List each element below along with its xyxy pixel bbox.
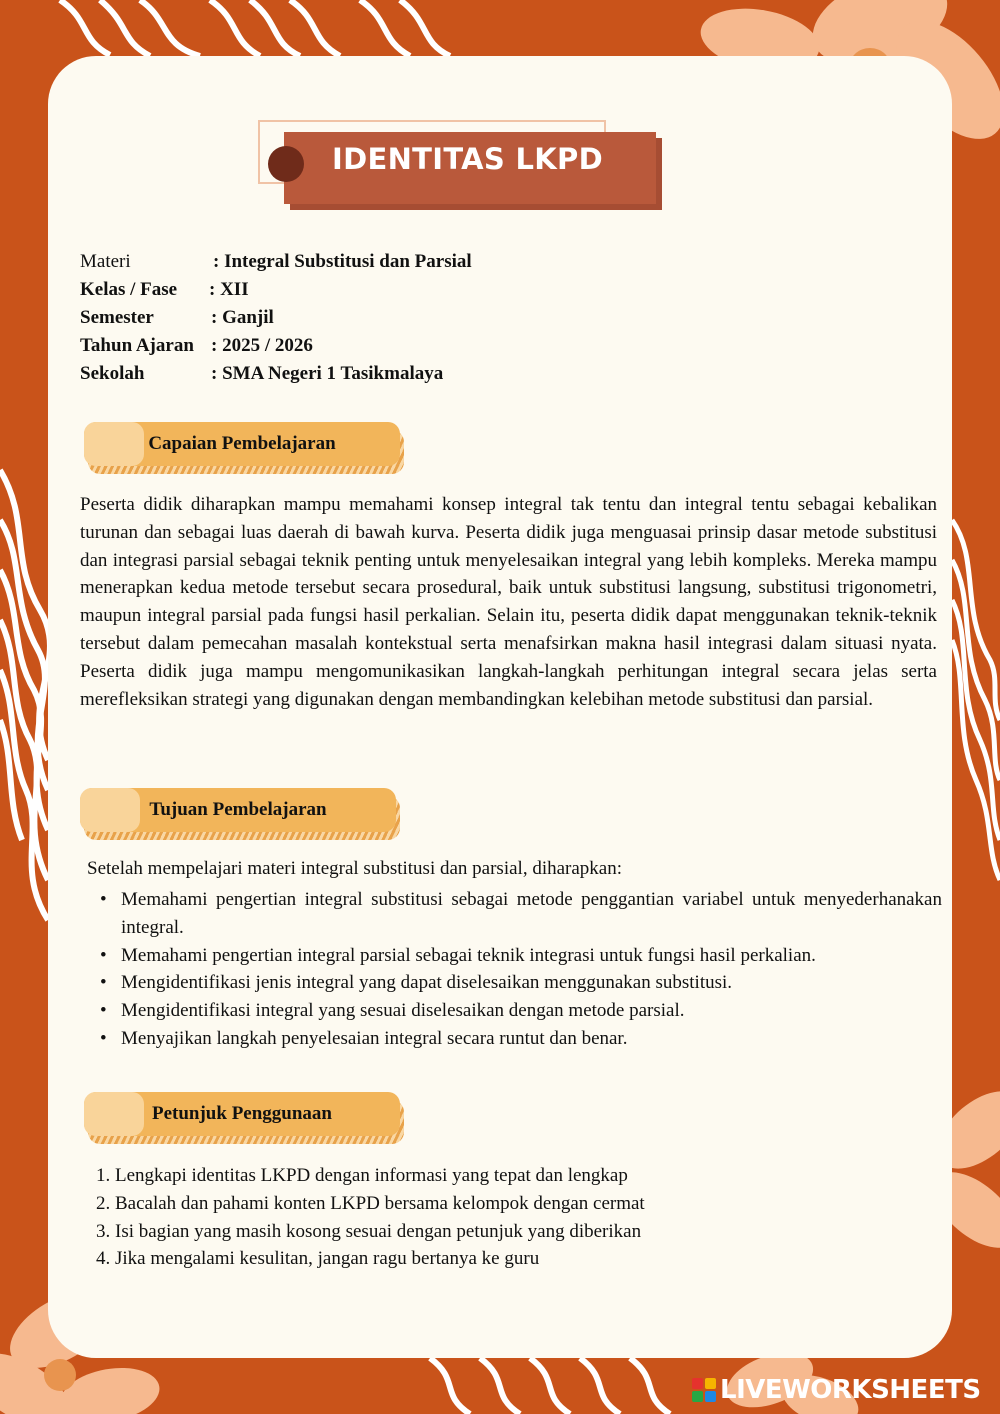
list-item [96, 1218, 645, 1246]
identity-value: : Ganjil [211, 307, 274, 328]
section-title: Tujuan Pembelajaran [149, 799, 327, 820]
section-label-capaian [84, 422, 404, 474]
identity-value: : SMA Negeri 1 Tasikmalaya [211, 363, 444, 384]
list-item: • Mengidentifikasi integral yang sesuai diselesaikan dengan metode parsial. [100, 997, 942, 1025]
list-text: Bacalah dan pahami konten LKPD bersama kelompok dengan cermat [115, 1192, 645, 1214]
petunjuk-list [96, 1162, 645, 1273]
wavy-lines-right [952, 520, 1000, 880]
list-number: 4. [96, 1248, 111, 1270]
liveworksheets-logo-icon [692, 1378, 716, 1402]
list-item: • Menyajikan langkah penyelesaian integral secara runtut dan benar. [100, 1025, 942, 1053]
circle-icon [268, 146, 304, 182]
identity-label: Tahun Ajaran [80, 335, 194, 356]
wavy-lines-left [0, 470, 50, 920]
identity-value: : 2025 / 2026 [211, 335, 313, 356]
identity-label: Semester [80, 307, 154, 328]
identity-label: Kelas / Fase [80, 279, 178, 300]
identity-value: : XII [209, 279, 249, 300]
page-title: IDENTITAS LKPD [332, 142, 603, 176]
wavy-lines-bottom [430, 1358, 670, 1414]
list-number: 1. [96, 1165, 111, 1186]
list-text: Lengkapi identitas LKPD dengan informasi yang tepat dan lengkap [115, 1165, 628, 1186]
list-item: • Memahami pengertian integral substitusi sebagai metode penggantian variabel untuk menyederhanakan integral. [100, 886, 942, 942]
list-number: 2. [96, 1192, 111, 1214]
identity-label: Sekolah [80, 363, 145, 384]
list-text: Isi bagian yang masih kosong sesuai dengan petunjuk yang diberikan [115, 1220, 642, 1242]
section-title: Petunjuk Penggunaan [151, 1103, 333, 1124]
list-item: • Mengidentifikasi jenis integral yang dapat diselesaikan menggunakan substitusi. [100, 969, 942, 997]
identity-label: Materi [80, 251, 131, 272]
section-label-tujuan [80, 788, 400, 840]
list-number: 3. [96, 1220, 111, 1242]
capaian-paragraph: Peserta didik diharapkan mampu memahami konsep integral tak tentu dan integral tentu sebagai kebalikan turunan dan sebagai luas daerah di bawah kurva. Peserta didik juga menguasai prinsip dasar metode substitusi dan integrasi parsial sebagai teknik penting untuk menyelesaikan integral yang lebih kompleks. Mereka mampu menerapkan kedua metode tersebut secara prosedural, baik untuk substitusi langsung, substitusi trigonometri, maupun integral parsial pada fungsi hasil perkalian. Selain itu, peserta didik dapat menggunakan teknik-teknik tersebut dalam pemecahan masalah kontekstual serta menafsirkan makna hasil integrasi dalam situasi nyata. Peserta didik juga mampu mengomunikasikan langkah-langkah perhitungan integral secara jelas serta merefleksikan strategi yang digunakan dengan membandingkan kelebihan metode substitusi dan parsial. [80, 494, 937, 710]
list-text: Jika mengalami kesulitan, jangan ragu bertanya ke guru [115, 1248, 540, 1270]
watermark-text: LIVEWORKSHEETS [720, 1375, 981, 1405]
list-item [96, 1190, 645, 1218]
section-label-petunjuk [84, 1092, 404, 1144]
list-item [96, 1245, 645, 1273]
list-item [96, 1162, 645, 1190]
tujuan-list [100, 886, 942, 1053]
wavy-lines-top [60, 0, 450, 56]
section-title: Capaian Pembelajaran [148, 433, 336, 454]
identity-value: : Integral Substitusi dan Parsial [213, 251, 472, 272]
title-banner [258, 120, 658, 210]
tujuan-intro: Setelah mempelajari materi integral substitusi dan parsial, diharapkan: [87, 858, 622, 879]
list-item: • Memahami pengertian integral parsial sebagai teknik integrasi untuk fungsi hasil perkalian. [100, 942, 942, 970]
